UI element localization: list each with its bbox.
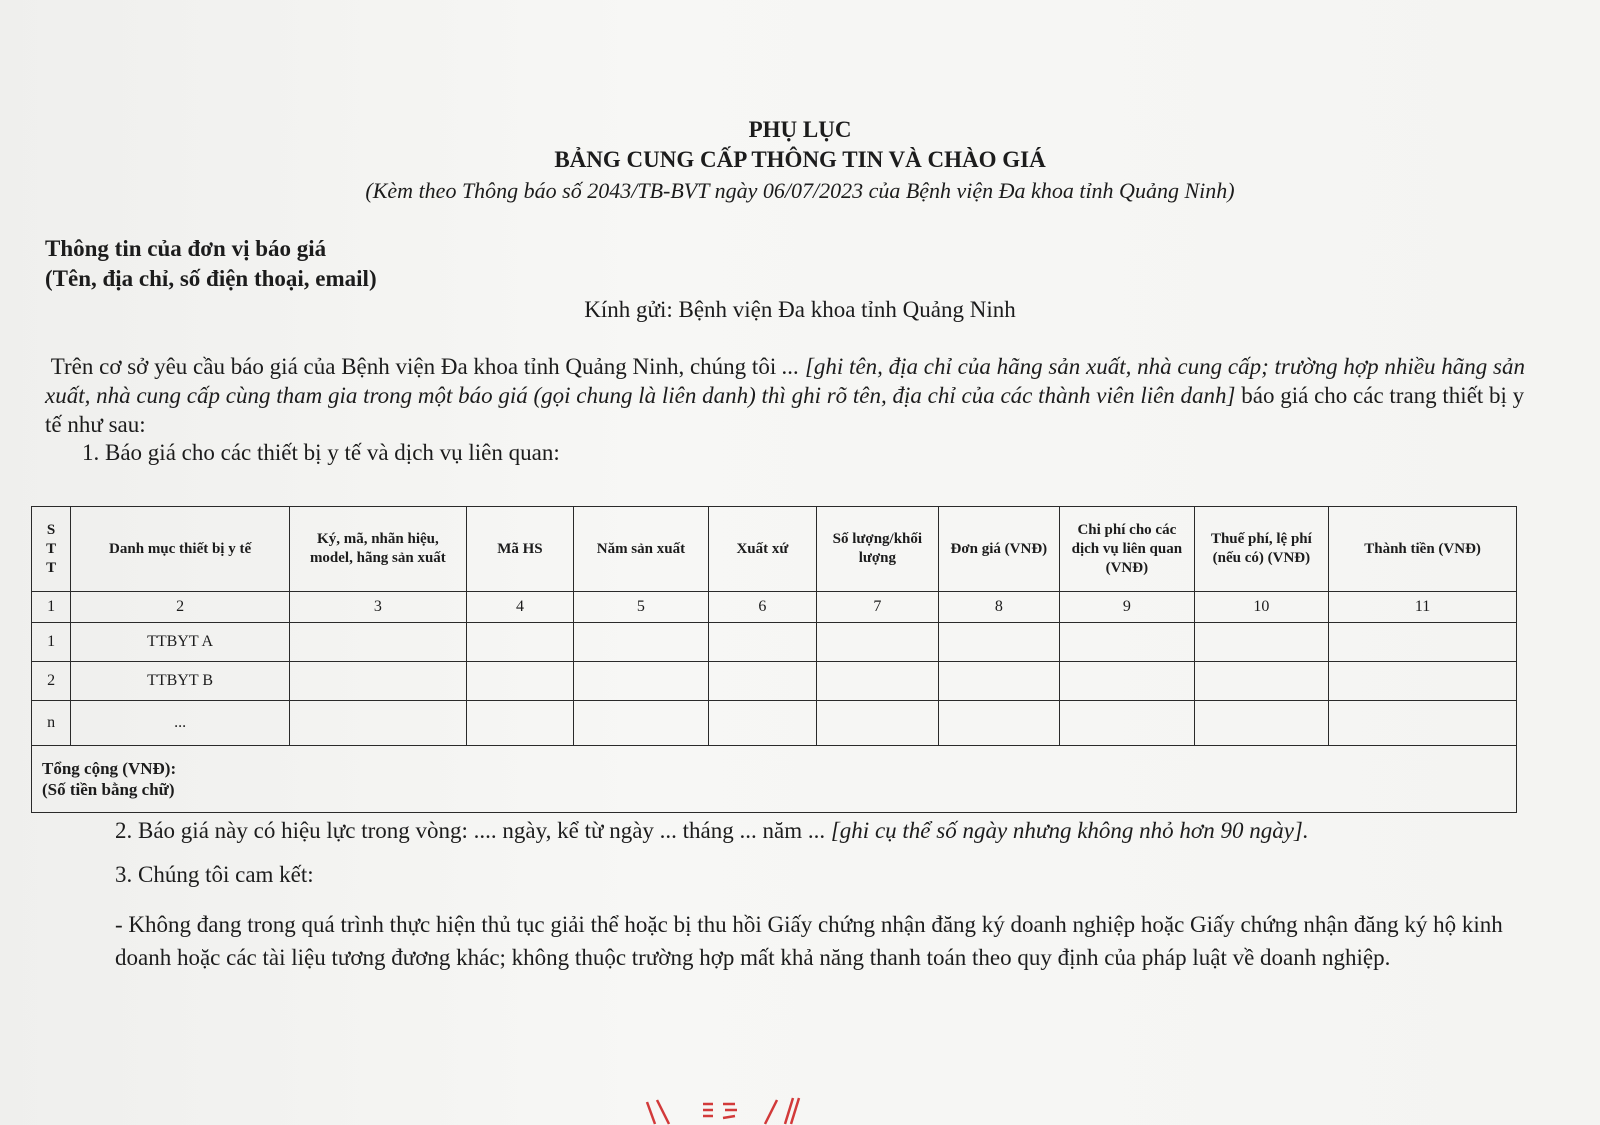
row-equipment-name: TTBYT A bbox=[71, 623, 290, 662]
table-row bbox=[32, 623, 1517, 662]
header-service-cost: Chi phí cho các dịch vụ liên quan (VNĐ) bbox=[1060, 507, 1195, 592]
column-number: 3 bbox=[290, 592, 467, 623]
column-number: 10 bbox=[1194, 592, 1329, 623]
empty-cell[interactable] bbox=[817, 662, 938, 701]
header-amount: Thành tiền (VNĐ) bbox=[1329, 507, 1517, 592]
header-stt: S T T bbox=[32, 507, 71, 592]
empty-cell[interactable] bbox=[290, 701, 467, 746]
intro-paragraph bbox=[45, 352, 1545, 439]
empty-cell[interactable] bbox=[574, 662, 709, 701]
empty-cell[interactable] bbox=[290, 623, 467, 662]
empty-cell[interactable] bbox=[817, 701, 938, 746]
empty-cell[interactable] bbox=[1060, 623, 1195, 662]
column-number: 1 bbox=[32, 592, 71, 623]
column-number: 8 bbox=[938, 592, 1059, 623]
empty-cell[interactable] bbox=[1329, 662, 1517, 701]
column-number: 4 bbox=[466, 592, 573, 623]
row-stt: n bbox=[32, 701, 71, 746]
empty-cell[interactable] bbox=[1060, 662, 1195, 701]
empty-cell[interactable] bbox=[708, 701, 816, 746]
row-stt: 2 bbox=[32, 662, 71, 701]
intro-text-1: Trên cơ sở yêu cầu báo giá của Bệnh viện Đa khoa tỉnh Quảng Ninh, chúng tôi bbox=[50, 354, 782, 379]
empty-cell[interactable] bbox=[290, 662, 467, 701]
commitment-paragraph: - Không đang trong quá trình thực hiện thủ tục giải thể hoặc bị thu hồi Giấy chứng nhận đăng ký doanh nghiệp hoặc Giấy chứng nhận đăng ký hộ kinh doanh hoặc các tài liệu tương đương khác; không thuộc trường hợp mất khả năng thanh toán theo quy định của pháp luật về doanh nghiệp. bbox=[115, 912, 1503, 970]
addressee-line: Kính gửi: Bệnh viện Đa khoa tỉnh Quảng Ninh bbox=[584, 297, 1016, 322]
empty-cell[interactable] bbox=[938, 623, 1059, 662]
form-subtitle: (Kèm theo Thông báo số 2043/TB-BVT ngày 06/07/2023 của Bệnh viện Đa khoa tỉnh Quảng Ninh) bbox=[365, 178, 1235, 203]
header-tax-fee: Thuế phí, lệ phí (nếu có) (VNĐ) bbox=[1194, 507, 1329, 592]
empty-cell[interactable] bbox=[1060, 701, 1195, 746]
column-number: 5 bbox=[574, 592, 709, 623]
empty-cell[interactable] bbox=[1329, 623, 1517, 662]
validity-instruction: [ghi cụ thể số ngày nhưng không nhỏ hơn 90 ngày]. bbox=[830, 818, 1309, 843]
red-stamp-fragment bbox=[645, 1096, 825, 1125]
column-number: 9 bbox=[1060, 592, 1195, 623]
empty-cell[interactable] bbox=[708, 662, 816, 701]
header-hs-code: Mã HS bbox=[466, 507, 573, 592]
table-row bbox=[32, 662, 1517, 701]
empty-cell[interactable] bbox=[574, 623, 709, 662]
column-number: 11 bbox=[1329, 592, 1517, 623]
empty-cell[interactable] bbox=[1329, 701, 1517, 746]
section-2-validity bbox=[115, 818, 1309, 844]
column-number: 7 bbox=[817, 592, 938, 623]
total-cell[interactable] bbox=[32, 746, 1517, 813]
form-title: BẢNG CUNG CẤP THÔNG TIN VÀ CHÀO GIÁ bbox=[554, 147, 1046, 172]
row-equipment-name: TTBYT B bbox=[71, 662, 290, 701]
empty-cell[interactable] bbox=[466, 623, 573, 662]
empty-cell[interactable] bbox=[938, 662, 1059, 701]
quoter-info-hint: (Tên, địa chỉ, số điện thoại, email) bbox=[45, 266, 377, 291]
empty-cell[interactable] bbox=[1194, 701, 1329, 746]
total-row bbox=[32, 746, 1517, 813]
header-equipment-list: Danh mục thiết bị y tế bbox=[71, 507, 290, 592]
appendix-title: PHỤ LỤC bbox=[748, 117, 852, 142]
intro-text-2: báo giá cho các trang thiết bị y tế như sau: bbox=[45, 383, 1525, 437]
table-row bbox=[32, 701, 1517, 746]
empty-cell[interactable] bbox=[938, 701, 1059, 746]
empty-cell[interactable] bbox=[466, 701, 573, 746]
row-equipment-name: ... bbox=[71, 701, 290, 746]
total-in-words-label: (Số tiền bằng chữ) bbox=[42, 780, 175, 799]
section-3-heading: 3. Chúng tôi cam kết: bbox=[115, 862, 314, 887]
quoter-info-heading: Thông tin của đơn vị báo giá bbox=[45, 236, 327, 261]
row-stt: 1 bbox=[32, 623, 71, 662]
header-model: Ký, mã, nhãn hiệu, model, hãng sản xuất bbox=[290, 507, 467, 592]
empty-cell[interactable] bbox=[817, 623, 938, 662]
empty-cell[interactable] bbox=[1194, 662, 1329, 701]
section-1-heading: 1. Báo giá cho các thiết bị y tế và dịch vụ liên quan: bbox=[82, 440, 560, 465]
header-unit-price: Đơn giá (VNĐ) bbox=[938, 507, 1059, 592]
empty-cell[interactable] bbox=[1194, 623, 1329, 662]
column-number-row bbox=[32, 592, 1517, 623]
column-number: 2 bbox=[71, 592, 290, 623]
header-manufacture-year: Năm sản xuất bbox=[574, 507, 709, 592]
empty-cell[interactable] bbox=[708, 623, 816, 662]
empty-cell[interactable] bbox=[574, 701, 709, 746]
header-origin: Xuất xứ bbox=[708, 507, 816, 592]
header-quantity: Số lượng/khối lượng bbox=[817, 507, 938, 592]
total-label: Tổng cộng (VNĐ): bbox=[42, 759, 177, 778]
quotation-table bbox=[31, 506, 1517, 813]
validity-text: 2. Báo giá này có hiệu lực trong vòng: .... ngày, kể từ ngày ... tháng ... năm ... bbox=[115, 818, 831, 843]
table-header-row bbox=[32, 507, 1517, 592]
intro-instruction: ... [ghi tên, địa chỉ của hãng sản xuất, nhà cung cấp; trường hợp nhiều hãng sản xuất, nhà cung cấp cùng tham gia trong một báo giá (gọi chung là liên danh) thì ghi rõ tên, địa chỉ của các thành viên liên danh] bbox=[45, 354, 1525, 408]
empty-cell[interactable] bbox=[466, 662, 573, 701]
column-number: 6 bbox=[708, 592, 816, 623]
